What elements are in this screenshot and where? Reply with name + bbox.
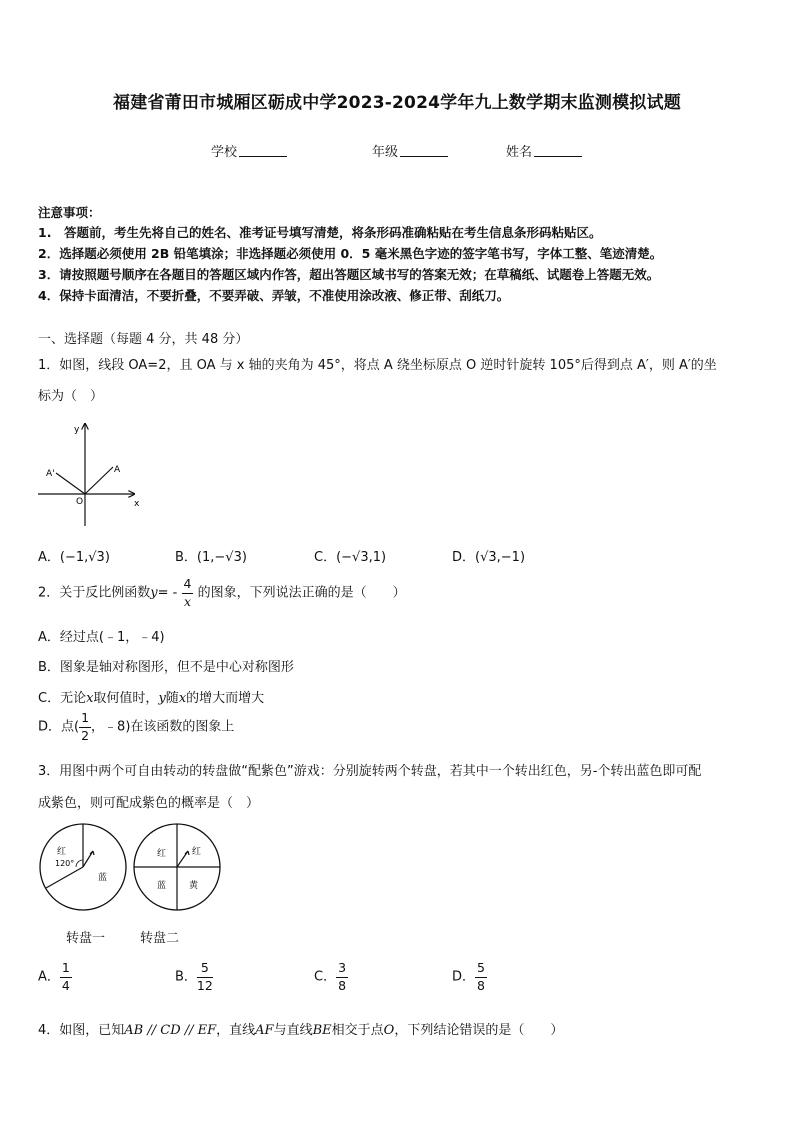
q4-stem: 4．如图，已知AB // CD // EF，直线AF与直线BE相交于点O，下列结论错误的是（ ）	[38, 1023, 564, 1038]
grade-field	[372, 141, 448, 160]
segment-oa-prime	[56, 473, 85, 494]
school-field	[211, 141, 287, 160]
q1-option-c: C．(−√3,1)	[314, 550, 387, 565]
q1-option-a: A．(−1,√3)	[38, 550, 110, 565]
spinner-one-red: 红	[57, 847, 67, 857]
q2-option-d: D．点( $\frac{1}{2}$ ，﹣8)在该函数的图象上	[38, 710, 235, 743]
q2-option-a: A．经过点(﹣1，﹣4)	[38, 630, 165, 645]
name-blank	[534, 144, 582, 157]
spinner-one-angle: 120°	[55, 859, 75, 868]
q1-coordinate-figure	[36, 418, 146, 530]
q2-d-fraction: $\frac{1}{2}$	[81, 710, 90, 743]
spinner-two-red-left: 红	[157, 849, 167, 859]
spinner-two-blue: 蓝	[157, 881, 167, 891]
q2-fraction: $\frac{4}{x}$	[183, 576, 192, 609]
notice-item: 4．保持卡面清洁，不要折叠，不要弄破、弄皱，不准使用涂改液、修正带、刮纸刀。	[38, 288, 510, 303]
spinner-two	[134, 824, 220, 910]
section-heading: 一、选择题（每题 4 分，共 48 分）	[38, 332, 249, 347]
point-a-label: A	[114, 465, 121, 475]
school-blank	[239, 144, 287, 157]
q3-option-b: B． $\frac{5}{12}$	[175, 960, 213, 993]
school-label: 学校	[211, 145, 238, 160]
origin-label: O	[76, 497, 84, 507]
grade-label: 年级	[372, 145, 399, 160]
grade-blank	[400, 144, 448, 157]
y-label: y	[74, 425, 80, 435]
spinner-one-caption: 转盘一	[66, 931, 106, 946]
spinner-two-red-right: 红	[192, 847, 202, 857]
q3-spinners-figure	[36, 818, 222, 946]
q1-text-line2: 标为（ ）	[38, 389, 104, 404]
spinner-two-yellow: 黄	[189, 881, 199, 891]
q2-stem: 2．关于反比例函数y= - $\frac{4}{x}$ 的图象，下列说法正确的是（ ）	[38, 576, 406, 609]
q3-option-c: C． $\frac{3}{8}$	[314, 960, 347, 993]
page-title: 福建省莆田市城厢区砺成中学2023-2024学年九上数学期末监测模拟试题	[113, 93, 681, 113]
spinner-one-blue: 蓝	[98, 873, 108, 883]
notice-item: 2．选择题必须使用 2B 铅笔填涂；非选择题必须使用 0．5 毫米黑色字迹的签字笔书写，字体工整、笔迹清楚。	[38, 246, 663, 261]
q1-text-line1: 1．如图，线段 OA=2，且 OA 与 x 轴的夹角为 45°，将点 A 绕坐标原点 O 逆时针旋转 105°后得到点 A′，则 A′的坐	[38, 358, 717, 373]
q3-text-line2: 成紫色，则可配成紫色的概率是（ ）	[38, 796, 260, 811]
q2-option-c: C．无论x取何值时，y随x的增大而增大	[38, 691, 265, 706]
notice-item: 1. 答题前，考生先将自己的姓名、准考证号填写清楚，将条形码准确粘贴在考生信息条形码粘贴区。	[38, 225, 602, 240]
notice-item: 3．请按照题号顺序在各题目的答题区域内作答，超出答题区域书写的答案无效；在草稿纸、试题卷上答题无效。	[38, 267, 660, 282]
segment-oa	[85, 467, 113, 494]
name-field	[506, 141, 582, 160]
q2-option-b: B．图象是轴对称图形，但不是中心对称图形	[38, 660, 294, 675]
q3-text-line1: 3．用图中两个可自由转动的转盘做“配紫色”游戏：分别旋转两个转盘，若其中一个转出红色，另-个转出蓝色即可配	[38, 764, 702, 779]
point-a-prime-label: A'	[46, 469, 55, 479]
spinner-two-caption: 转盘二	[140, 931, 180, 946]
q1-option-b: B．(1,−√3)	[175, 550, 247, 565]
x-label: x	[134, 499, 140, 509]
q3-option-d: D． $\frac{5}{8}$	[452, 960, 485, 993]
spinner-one	[40, 824, 126, 910]
name-label: 姓名	[506, 145, 533, 160]
q3-option-a: A． $\frac{1}{4}$	[38, 960, 70, 993]
q1-option-d: D．(√3,−1)	[452, 550, 526, 565]
notice-heading: 注意事项：	[38, 205, 101, 220]
